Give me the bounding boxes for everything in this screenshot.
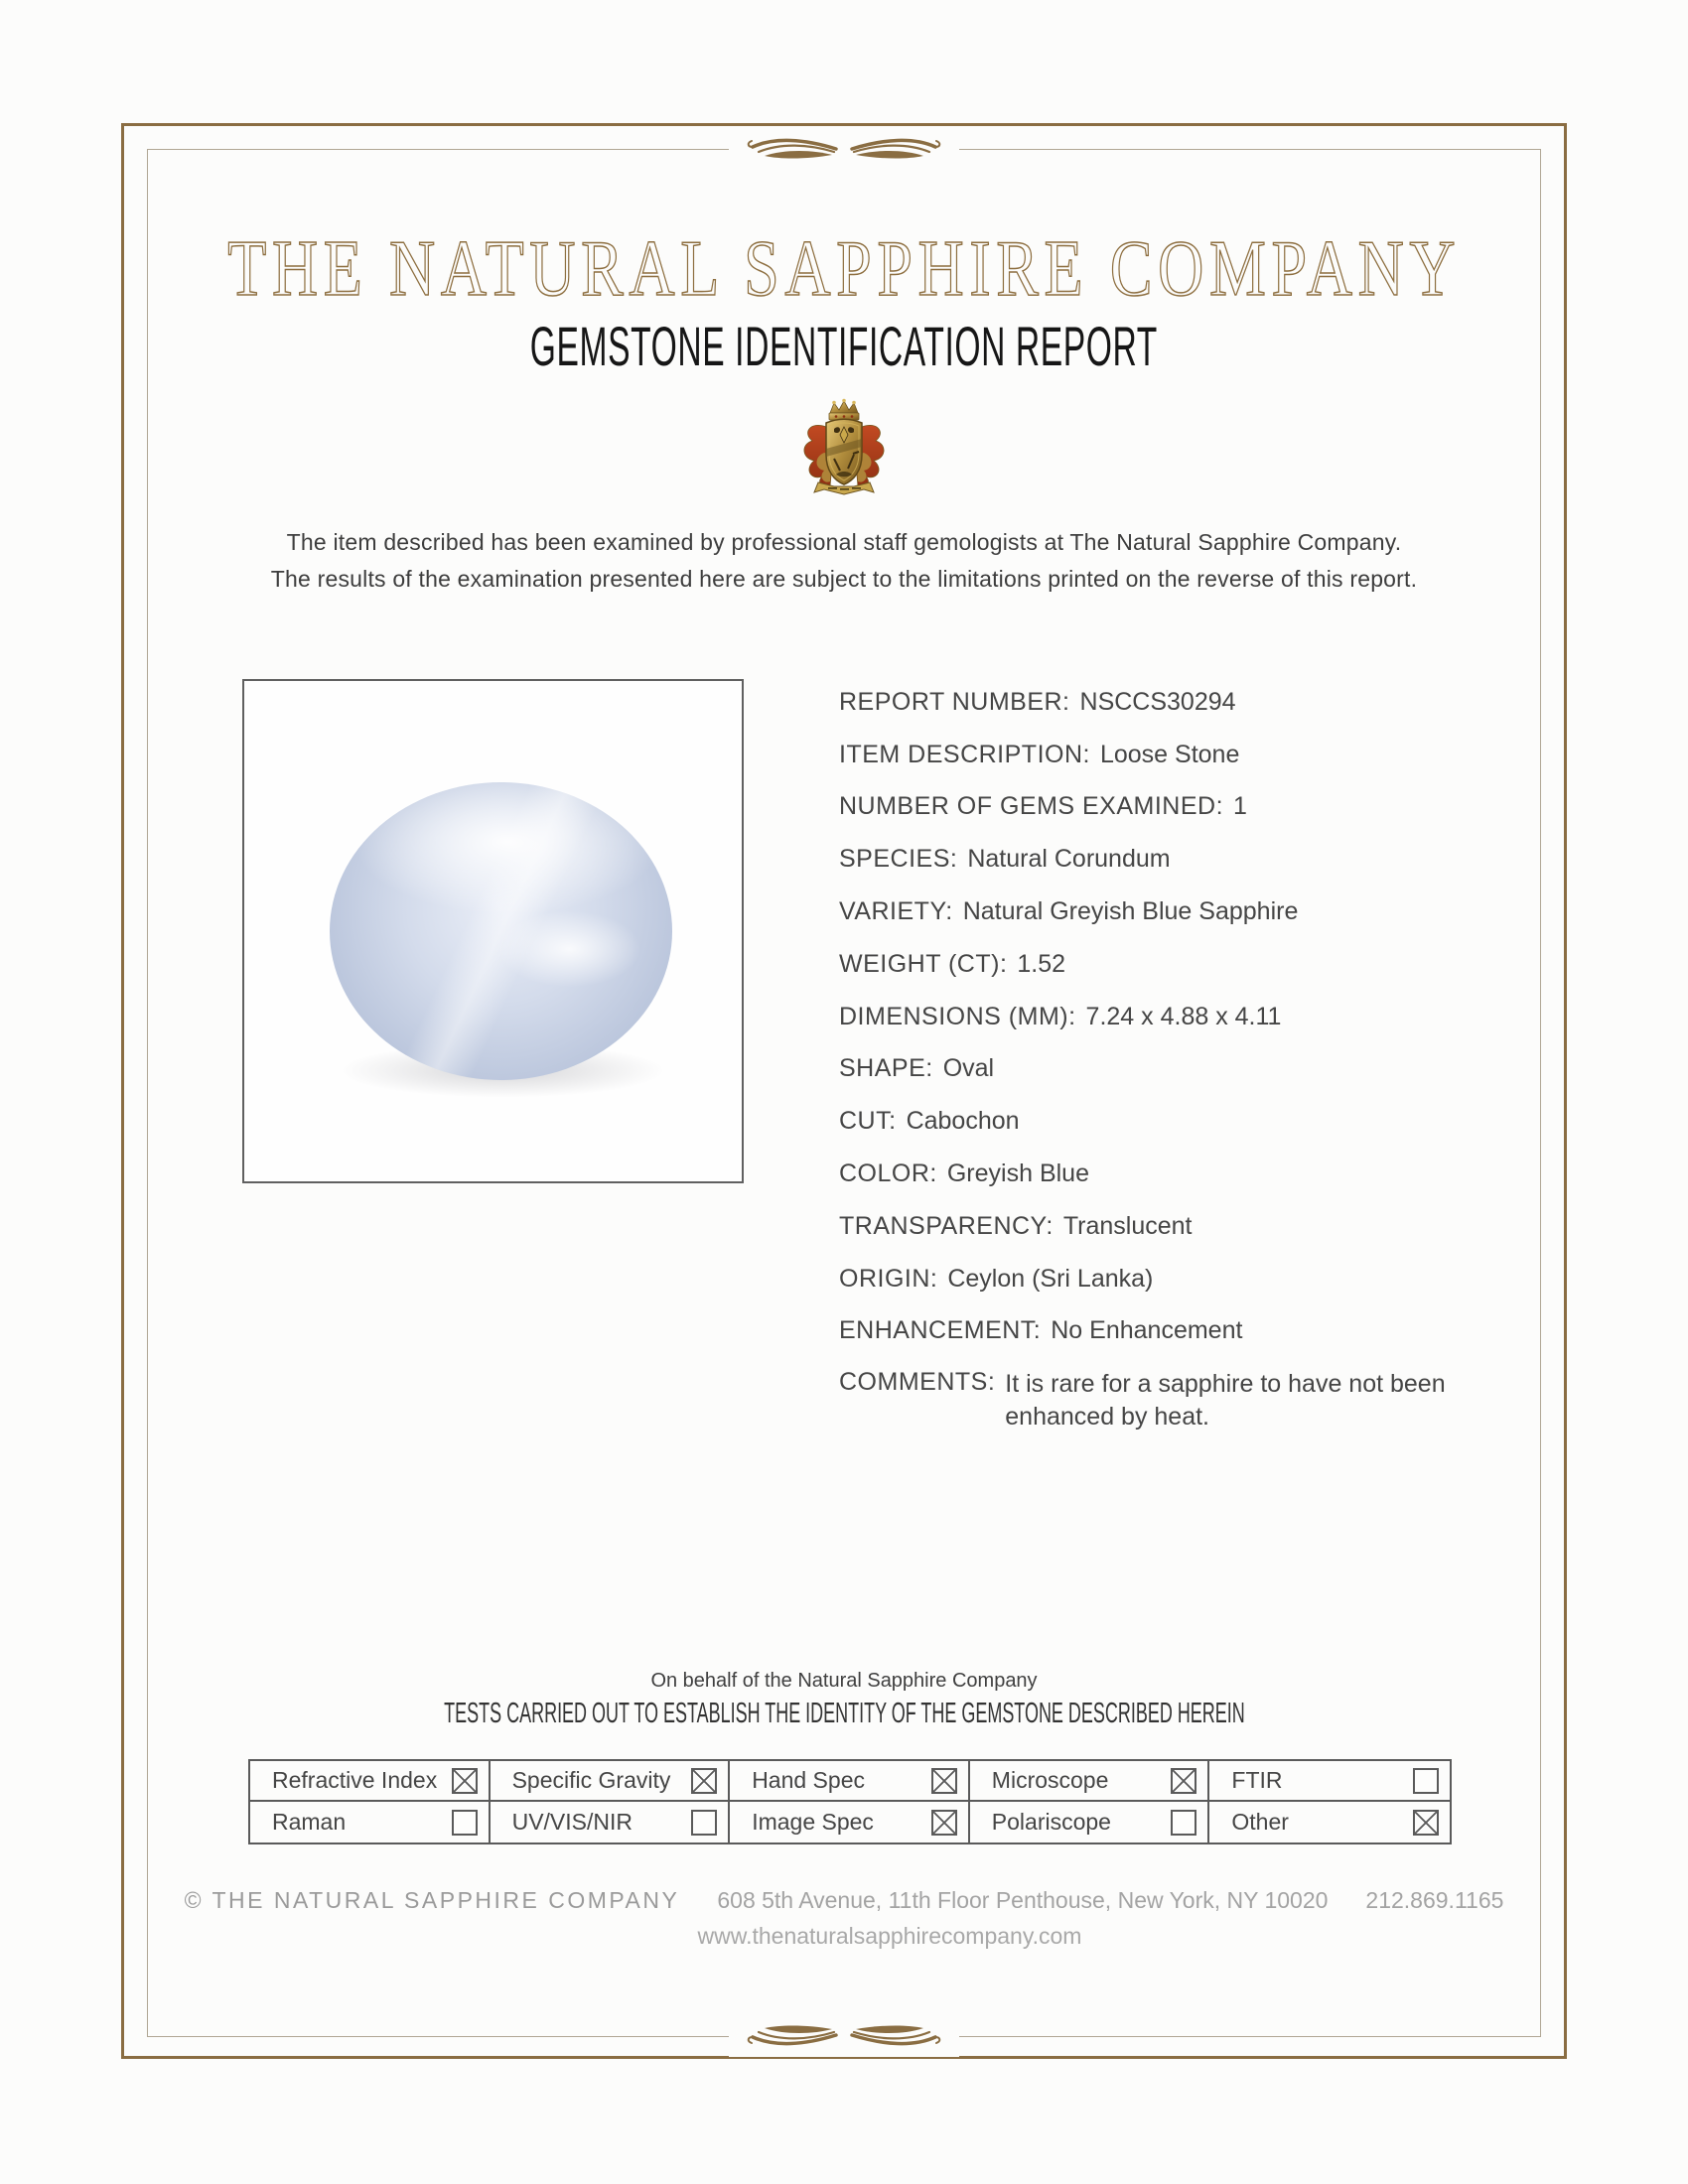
field-enhancement	[839, 1305, 1465, 1358]
footer-company-name: © THE NATURAL SAPPHIRE COMPANY	[184, 1887, 680, 1913]
field-value: Natural Corundum	[967, 845, 1171, 874]
test-cell-raman	[250, 1802, 491, 1843]
checkbox-ftir	[1413, 1768, 1439, 1794]
checkbox-microscope	[1171, 1768, 1196, 1794]
field-species	[839, 833, 1465, 886]
on-behalf-note: On behalf of the Natural Sapphire Company	[650, 1670, 1038, 1692]
footer-address: 608 5th Avenue, 11th Floor Penthouse, New York, NY 10020	[717, 1887, 1329, 1913]
field-number-of-gems	[839, 781, 1465, 834]
test-cell-uv-vis-nir	[491, 1802, 731, 1843]
test-label: Raman	[272, 1809, 347, 1835]
field-label: COMMENTS:	[839, 1368, 996, 1397]
crest-shield	[826, 419, 862, 484]
tests-heading-text: TESTS CARRIED OUT TO ESTABLISH THE IDENTITY OF THE GEMSTONE DESCRIBED HEREIN	[443, 1698, 1245, 1729]
checkbox-refractive-index	[452, 1768, 478, 1794]
test-label: Other	[1231, 1809, 1289, 1835]
field-label: ENHANCEMENT:	[839, 1316, 1042, 1345]
field-label: WEIGHT (CT):	[839, 949, 1008, 978]
field-value: Loose Stone	[1099, 740, 1240, 768]
test-label: Hand Spec	[752, 1767, 865, 1793]
checkbox-uv-vis-nir	[691, 1810, 717, 1836]
company-title	[0, 224, 1688, 315]
field-value: 7.24 x 4.88 x 4.11	[1085, 1002, 1282, 1030]
field-origin	[839, 1253, 1465, 1305]
field-color	[839, 1148, 1465, 1200]
field-label: DIMENSIONS (MM):	[839, 1002, 1076, 1030]
field-label: TRANSPARENCY:	[839, 1211, 1054, 1240]
tests-table	[248, 1759, 1452, 1844]
field-value: It is rare for a sapphire to have not been enhanced by heat.	[1005, 1370, 1446, 1432]
footer-contact-line	[0, 1887, 1688, 1914]
field-value: Oval	[942, 1054, 995, 1083]
field-value: 1	[1233, 792, 1247, 821]
test-cell-ftir	[1209, 1761, 1450, 1802]
test-cell-specific-gravity	[491, 1761, 731, 1802]
company-crest-icon	[794, 397, 894, 501]
field-item-description	[839, 729, 1465, 781]
crest-crown	[829, 399, 859, 420]
field-value: Natural Greyish Blue Sapphire	[962, 897, 1299, 926]
field-shape	[839, 1043, 1465, 1096]
field-cut	[839, 1095, 1465, 1148]
top-flourish-ornament-icon	[729, 127, 959, 167]
tests-heading	[0, 1698, 1688, 1730]
test-cell-refractive-index	[250, 1761, 491, 1802]
field-value: NSCCS30294	[1079, 687, 1236, 716]
test-label: Refractive Index	[272, 1767, 438, 1793]
field-comments	[839, 1357, 1465, 1433]
field-report-number	[839, 676, 1465, 729]
checkbox-hand-spec	[931, 1768, 957, 1794]
footer-website: www.thenaturalsapphirecompany.com	[697, 1923, 1082, 1949]
test-label: Microscope	[991, 1767, 1109, 1793]
report-subtitle	[0, 314, 1688, 378]
examination-statement-line1: The item described has been examined by professional staff gemologists at The Natural Sapphire Company.	[286, 529, 1402, 555]
field-label: ORIGIN:	[839, 1264, 938, 1293]
gemstone-photo	[330, 782, 672, 1080]
report-subtitle-text: GEMSTONE IDENTIFICATION REPORT	[529, 315, 1159, 377]
field-value: Greyish Blue	[946, 1160, 1089, 1188]
field-value: Translucent	[1062, 1211, 1193, 1240]
bottom-flourish-ornament-icon	[729, 2017, 959, 2057]
field-label: SPECIES:	[839, 845, 958, 874]
field-label: REPORT NUMBER:	[839, 687, 1070, 716]
test-label: FTIR	[1231, 1767, 1283, 1793]
field-value: No Enhancement	[1051, 1316, 1243, 1345]
test-cell-image-spec	[730, 1802, 970, 1843]
test-label: Polariscope	[991, 1809, 1111, 1835]
field-value: 1.52	[1017, 949, 1066, 978]
checkbox-specific-gravity	[691, 1768, 717, 1794]
company-title-text: THE NATURAL SAPPHIRE COMPANY	[226, 225, 1461, 313]
footer-phone: 212.869.1165	[1365, 1887, 1504, 1913]
field-label: SHAPE:	[839, 1054, 933, 1083]
field-label: VARIETY:	[839, 897, 953, 926]
test-cell-microscope	[970, 1761, 1210, 1802]
field-value: Ceylon (Sri Lanka)	[947, 1264, 1154, 1293]
gemstone-photo-frame	[242, 679, 744, 1183]
report-fields	[839, 676, 1465, 1433]
test-cell-polariscope	[970, 1802, 1210, 1843]
test-label: UV/VIS/NIR	[511, 1809, 633, 1835]
field-label: ITEM DESCRIPTION:	[839, 740, 1090, 768]
field-label: COLOR:	[839, 1160, 937, 1188]
checkbox-image-spec	[931, 1810, 957, 1836]
examination-statement	[0, 524, 1688, 598]
test-cell-other	[1209, 1802, 1450, 1843]
field-label: CUT:	[839, 1107, 897, 1136]
test-cell-hand-spec	[730, 1761, 970, 1802]
checkbox-other	[1413, 1810, 1439, 1836]
checkbox-polariscope	[1171, 1810, 1196, 1836]
field-transparency	[839, 1200, 1465, 1253]
checkbox-raman	[452, 1810, 478, 1836]
field-weight	[839, 938, 1465, 991]
test-label: Specific Gravity	[511, 1767, 671, 1793]
field-dimensions	[839, 991, 1465, 1043]
field-label: NUMBER OF GEMS EXAMINED:	[839, 792, 1224, 821]
field-variety	[839, 886, 1465, 938]
test-label: Image Spec	[752, 1809, 874, 1835]
field-value: Cabochon	[906, 1107, 1020, 1136]
examination-statement-line2: The results of the examination presented here are subject to the limitations printed on the reverse of this report.	[270, 566, 1418, 592]
